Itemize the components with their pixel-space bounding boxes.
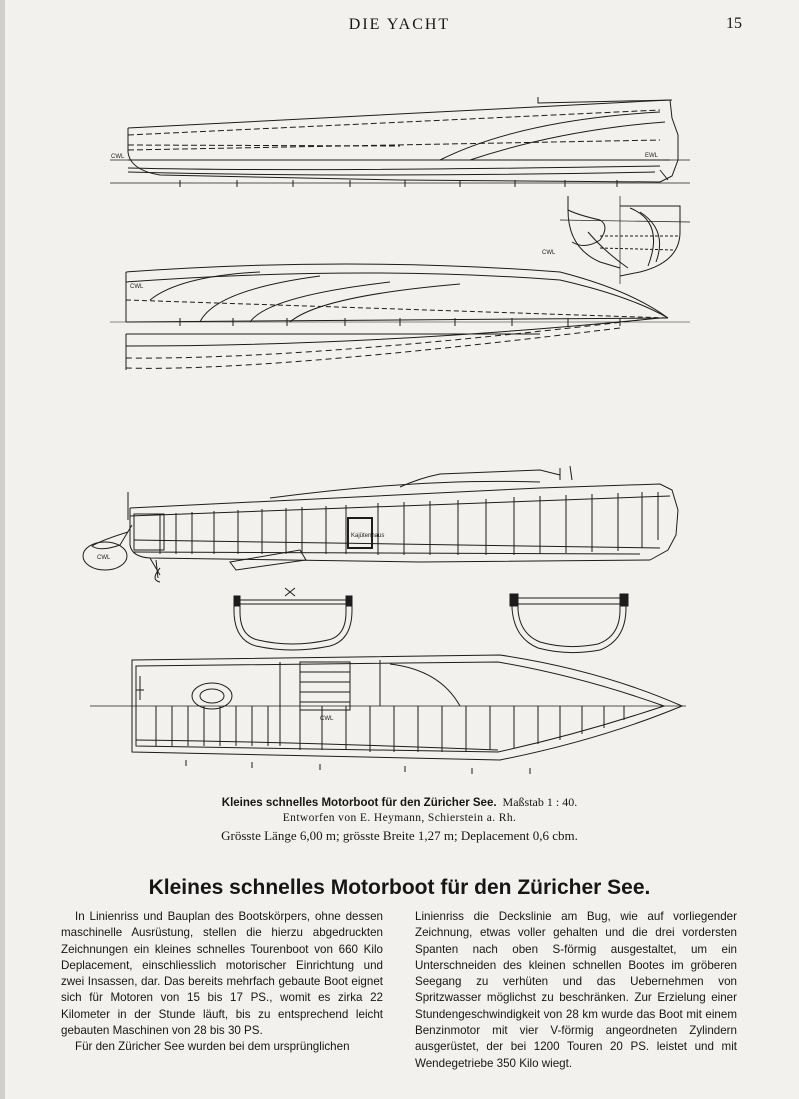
midship-section-view [234, 588, 352, 650]
figure-designer-line: Entworfen von E. Heymann, Schierstein a. Rh. [282, 812, 517, 824]
cwl-label: CWL [320, 716, 334, 722]
paragraph: Für den Züricher See wurden bei dem ursprünglichen [75, 1040, 350, 1054]
station-ticks-deck [186, 760, 530, 774]
article-column-left [61, 909, 383, 1056]
deck-plan-view [90, 655, 686, 774]
ewl-label: EWL [645, 153, 659, 159]
caption-title-text: Kleines schnelles Motorboot für den Züricher See. [221, 797, 497, 809]
page-number: 15 [726, 15, 742, 32]
figure-dimensions-line: Grösste Länge 6,00 m; grösste Breite 1,27 m; Deplacement 0,6 cbm. [221, 828, 578, 843]
paragraph: Linienriss die Deckslinie am Bug, wie auf vorliegender Zeichnung, etwas voller gehalten und die drei vordersten Spanten nach oben S-förmig ausgestaltet, um ein Unterschneiden des kleinen schnellen Bootes im gröberen Seegang zu verhüten und das Uebernehmen von Spritzwasser möglichst zu beschränken. Zur Erzielung einer Stundengeschwindigkeit von 28 km wurde das Boot mit einem Benzinmotor mit vier V-förmig angeordneten Zylindern ausgerüstet, der bei 1200 Touren 20 PS. leistet und mit Wendegetriebe 350 Kilo wiegt. [415, 910, 737, 1070]
running-title: DIE YACHT [348, 16, 451, 33]
half-breadth-view [110, 264, 690, 370]
hatch-label: Kajütenhaus [351, 533, 385, 539]
body-plan-view [560, 196, 690, 284]
paragraph: In Linienriss und Bauplan des Bootskörpers, ohne dessen maschinelle Ausrüstung, stellen die hierzu abgedruckten Zeichnungen ein kleines schnelles Tourenboot von 660 Kilo Deplacement, einschliesslich motorischer Einrichtung und zwei Insassen, dar. Das bereits mehrfach gebaute Boot eignet sich für Motoren von 15 bis 17 PS., womit es zirka 22 Kilometer in der Stunde läuft, bis zu entsprechend leicht gebauten Maschinen von 28 bis 30 PS. [61, 910, 383, 1038]
cwl-label: CWL [542, 250, 556, 256]
cwl-label: CWL [111, 154, 125, 160]
bow-section-view [510, 594, 628, 653]
cwl-label: CWL [97, 555, 111, 561]
construction-profile-view [83, 466, 678, 582]
cwl-label: CWL [130, 284, 144, 290]
caption-scale: Maßstab 1 : 40. [502, 795, 578, 809]
deck-frame-lines [156, 706, 624, 752]
figure-caption-title [0, 795, 799, 810]
frame-lines [160, 492, 658, 555]
profile-view [110, 97, 690, 187]
article-title: Kleines schnelles Motorboot für den Züricher See. [148, 876, 651, 899]
article-column-right [415, 909, 737, 1072]
